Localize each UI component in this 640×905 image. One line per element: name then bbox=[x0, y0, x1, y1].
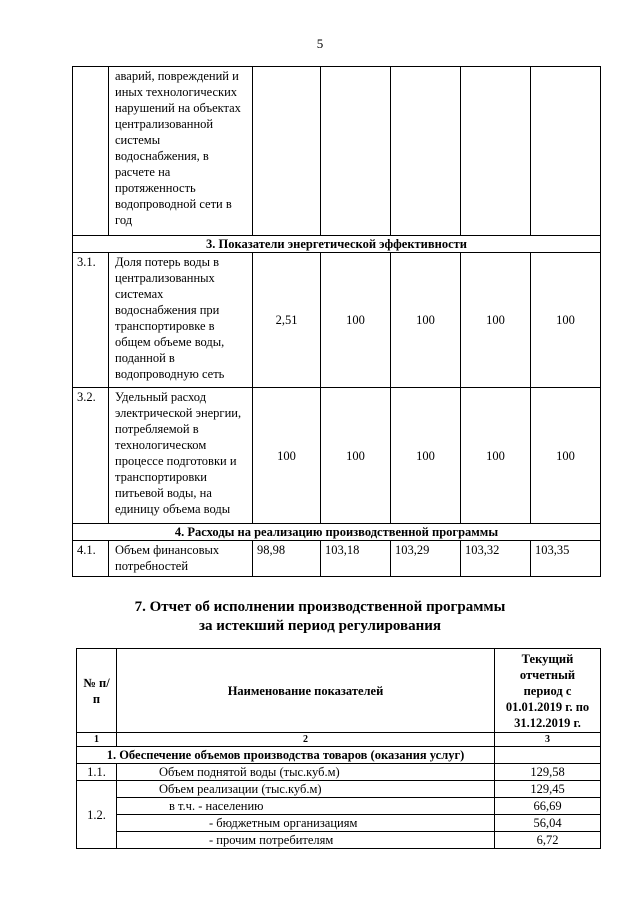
text-line: Объем финансовых bbox=[115, 543, 220, 557]
value-cell bbox=[495, 747, 601, 764]
column-index: 3 bbox=[495, 733, 601, 747]
row-number: 1.1. bbox=[77, 764, 117, 781]
table-row bbox=[77, 815, 601, 832]
indicators-table bbox=[72, 66, 601, 577]
value-cell: 56,04 bbox=[495, 815, 601, 832]
value-cell bbox=[531, 67, 601, 236]
text-line: питьевой воды, на bbox=[115, 486, 212, 500]
text-line: потребностей bbox=[115, 559, 189, 573]
value-cell: 129,58 bbox=[495, 764, 601, 781]
value-cell: 100 bbox=[321, 388, 391, 524]
value-cell: 100 bbox=[531, 388, 601, 524]
indicator-name: - прочим потребителям bbox=[117, 832, 495, 849]
page-number: 5 bbox=[316, 36, 324, 51]
row-number bbox=[73, 67, 109, 236]
indicator-name: в т.ч. - населению bbox=[117, 798, 495, 815]
column-header: Наименование показателей bbox=[117, 649, 495, 733]
value-cell: 98,98 bbox=[253, 541, 321, 577]
text-line: электрической энергии, bbox=[115, 406, 242, 420]
row-number: 1.2. bbox=[77, 781, 117, 849]
section-title: 1. Обеспечение объемов производства товаров (оказания услуг) bbox=[77, 747, 495, 764]
text-line: Удельный расход bbox=[115, 390, 207, 404]
text-line: единицу объема воды bbox=[115, 502, 231, 516]
text-line: водоснабжения при bbox=[115, 303, 220, 317]
text-line: системы bbox=[115, 133, 161, 147]
table-row bbox=[77, 764, 601, 781]
column-header: Текущий отчетный период с 01.01.2019 г. по 31.12.2019 г. bbox=[495, 649, 601, 733]
indicator-name: Объем поднятой воды (тыс.куб.м) bbox=[117, 764, 495, 781]
column-header: № п/п bbox=[77, 649, 117, 733]
value-cell: 103,32 bbox=[461, 541, 531, 577]
text-line: год bbox=[115, 213, 133, 227]
row-number: 4.1. bbox=[73, 541, 109, 577]
value-cell: 100 bbox=[391, 253, 461, 388]
index-row bbox=[77, 733, 601, 747]
value-cell: 6,72 bbox=[495, 832, 601, 849]
value-cell bbox=[321, 67, 391, 236]
report-table bbox=[76, 648, 601, 849]
heading-line: 7. Отчет об исполнении производственной программы bbox=[134, 599, 506, 615]
value-cell: 103,18 bbox=[321, 541, 391, 577]
column-index: 1 bbox=[77, 733, 117, 747]
value-cell: 100 bbox=[253, 388, 321, 524]
table-row bbox=[73, 541, 601, 577]
section-header-row bbox=[77, 747, 601, 764]
heading-line: за истекший период регулирования bbox=[198, 618, 442, 634]
text-line: протяженность bbox=[115, 181, 196, 195]
column-index: 2 bbox=[117, 733, 495, 747]
value-cell: 100 bbox=[461, 253, 531, 388]
table-row bbox=[73, 388, 601, 524]
indicator-name bbox=[109, 253, 253, 388]
text-line: потребляемой в bbox=[115, 422, 199, 436]
value-cell: 66,69 bbox=[495, 798, 601, 815]
text-line: водопроводную сеть bbox=[115, 367, 225, 381]
text-line: централизованных bbox=[115, 271, 215, 285]
text-line: процессе подготовки и bbox=[115, 454, 237, 468]
indicator-name bbox=[109, 541, 253, 577]
text-line: технологическом bbox=[115, 438, 207, 452]
value-cell bbox=[461, 67, 531, 236]
text-line: централизованной bbox=[115, 117, 214, 131]
value-cell: 103,35 bbox=[531, 541, 601, 577]
indicator-name: - бюджетным организациям bbox=[117, 815, 495, 832]
indicator-name bbox=[109, 388, 253, 524]
indicator-name bbox=[109, 67, 253, 236]
row-number: 3.1. bbox=[73, 253, 109, 388]
table-row bbox=[77, 781, 601, 798]
value-cell bbox=[253, 67, 321, 236]
value-cell: 100 bbox=[321, 253, 391, 388]
section-title: 3. Показатели энергетической эффективности bbox=[73, 236, 601, 253]
indicator-name: Объем реализации (тыс.куб.м) bbox=[117, 781, 495, 798]
text-line: Доля потерь воды в bbox=[115, 255, 220, 269]
text-line: транспортировке в bbox=[115, 319, 215, 333]
section-title: 4. Расходы на реализацию производственной программы bbox=[73, 524, 601, 541]
text-line: водоснабжения, в bbox=[115, 149, 209, 163]
value-cell bbox=[391, 67, 461, 236]
section-7-heading bbox=[0, 598, 640, 636]
text-line: поданной в bbox=[115, 351, 175, 365]
text-line: водопроводной сети в bbox=[115, 197, 232, 211]
text-line: нарушений на объектах bbox=[115, 101, 241, 115]
table-header-row bbox=[77, 649, 601, 733]
value-cell: 129,45 bbox=[495, 781, 601, 798]
text-line: иных технологических bbox=[115, 85, 238, 99]
text-line: аварий, повреждений и bbox=[115, 69, 239, 83]
text-line: общем объеме воды, bbox=[115, 335, 225, 349]
value-cell: 100 bbox=[461, 388, 531, 524]
table-row bbox=[77, 798, 601, 815]
value-cell: 103,29 bbox=[391, 541, 461, 577]
table-row bbox=[73, 253, 601, 388]
text-line: расчете на bbox=[115, 165, 171, 179]
text-line: транспортировки bbox=[115, 470, 207, 484]
section-header-row bbox=[73, 236, 601, 253]
value-cell: 100 bbox=[531, 253, 601, 388]
text-line: системах bbox=[115, 287, 164, 301]
value-cell: 2,51 bbox=[253, 253, 321, 388]
row-number: 3.2. bbox=[73, 388, 109, 524]
table-row bbox=[73, 67, 601, 236]
section-header-row bbox=[73, 524, 601, 541]
value-cell: 100 bbox=[391, 388, 461, 524]
table-row bbox=[77, 832, 601, 849]
